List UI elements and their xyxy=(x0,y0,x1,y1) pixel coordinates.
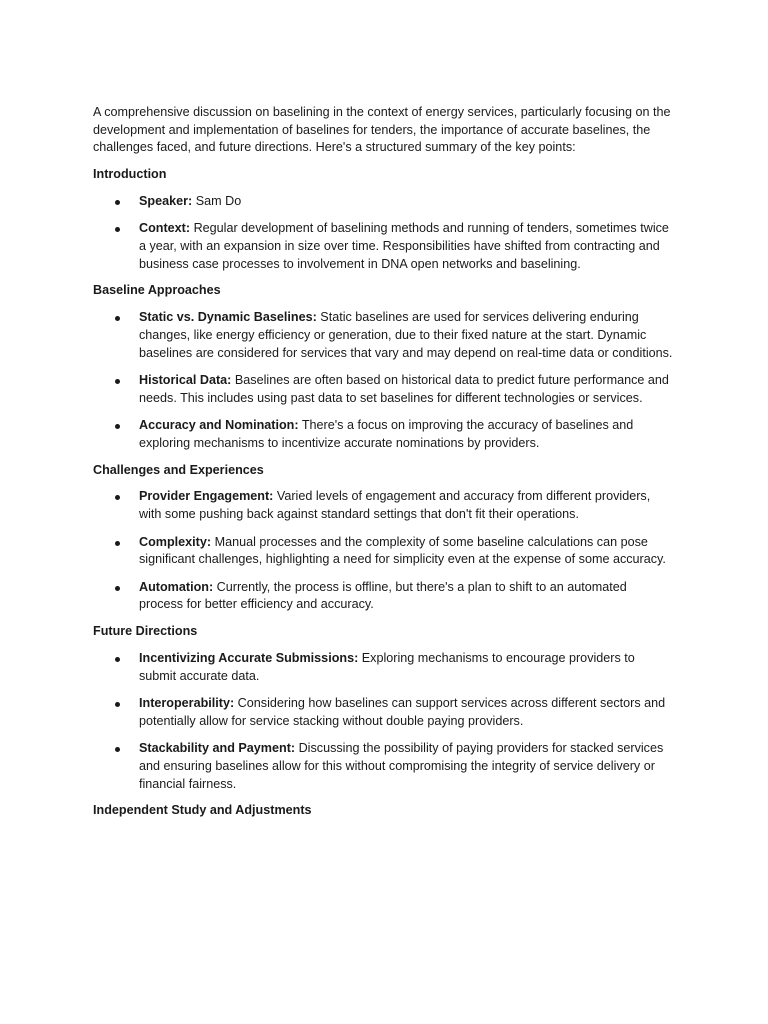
item-term: Provider Engagement: xyxy=(139,489,274,504)
list-item xyxy=(93,417,673,452)
list-item xyxy=(93,309,673,362)
intro-paragraph: A comprehensive discussion on baselining in the context of energy services, particularly focusing on the development and implementation of baselines for tenders, the importance of accurate baselines, the challenges faced, and future directions. Here's a structured summary of the key points: xyxy=(93,105,671,155)
document-page xyxy=(93,104,673,829)
item-term: Interoperability: xyxy=(139,696,235,711)
item-text: Manual processes and the complexity of some baseline calculations can pose significant challenges, highlighting a need for simplicity even at the expense of some accuracy. xyxy=(139,534,666,567)
list-item xyxy=(93,220,673,273)
bullet-icon xyxy=(115,200,120,205)
list-item xyxy=(93,579,673,614)
bullet-icon xyxy=(115,316,120,321)
item-term: Historical Data: xyxy=(139,373,232,388)
section-challenges xyxy=(93,462,673,615)
item-text: Discussing the possibility of paying providers for stacked services and ensuring baselines allow for this without compromising the integrity of service delivery or financial fairness. xyxy=(139,741,664,791)
bullet-icon xyxy=(115,495,120,500)
bullet-icon xyxy=(115,657,120,662)
section-heading: Future Directions xyxy=(93,624,198,639)
bullet-list xyxy=(93,488,673,614)
section-heading: Independent Study and Adjustments xyxy=(93,803,312,818)
item-term: Incentivizing Accurate Submissions: xyxy=(139,650,359,665)
item-text: Sam Do xyxy=(195,193,242,208)
section-baseline-approaches xyxy=(93,282,673,452)
bullet-icon xyxy=(115,541,120,546)
item-text: Static baselines are used for services delivering enduring changes, like energy efficiency or generation, due to their fixed nature at the start. Dynamic baselines are considered for services that vary and may depend on real-time data or conditions. xyxy=(139,310,673,360)
list-item xyxy=(93,372,673,407)
item-term: Complexity: xyxy=(139,534,212,549)
bullet-list xyxy=(93,650,673,794)
item-text: Baselines are often based on historical data to predict future performance and needs. This includes using past data to set baselines for different technologies or services. xyxy=(139,373,669,405)
bullet-icon xyxy=(115,586,120,591)
bullet-icon xyxy=(115,702,120,707)
item-term: Accuracy and Nomination: xyxy=(139,418,299,433)
list-item xyxy=(93,488,673,523)
item-term: Static vs. Dynamic Baselines: xyxy=(139,310,317,325)
item-text: Considering how baselines can support services across different sectors and potentially allow for service stacking without double paying providers. xyxy=(139,696,666,728)
item-text: Regular development of baselining methods and running of tenders, sometimes twice a year, with an expansion in size over time. Responsibilities have shifted from contracting and business case processes to involvement in DNA open networks and baselining. xyxy=(139,221,669,271)
bullet-icon xyxy=(115,379,120,384)
bullet-list xyxy=(93,193,673,274)
bullet-list xyxy=(93,309,673,453)
item-term: Stackability and Payment: xyxy=(139,741,296,756)
list-item xyxy=(93,650,673,685)
section-introduction xyxy=(93,166,673,273)
list-item xyxy=(93,534,673,569)
item-term: Automation: xyxy=(139,579,214,594)
bullet-icon xyxy=(115,747,120,752)
section-heading: Introduction xyxy=(93,167,167,182)
item-text: There's a focus on improving the accuracy of baselines and exploring mechanisms to incentivize accurate nominations by providers. xyxy=(139,418,634,450)
item-term: Context: xyxy=(139,221,191,236)
section-independent-study xyxy=(93,802,673,820)
bullet-icon xyxy=(115,227,120,232)
item-term: Speaker: xyxy=(139,193,193,208)
bullet-icon xyxy=(115,424,120,429)
section-heading: Baseline Approaches xyxy=(93,283,221,298)
section-heading: Challenges and Experiences xyxy=(93,462,264,477)
item-text: Varied levels of engagement and accuracy from different providers, with some pushing back against standard settings that don't fit their operations. xyxy=(139,489,651,522)
item-text: Exploring mechanisms to encourage providers to submit accurate data. xyxy=(139,650,635,683)
list-item xyxy=(93,193,673,211)
item-text: Currently, the process is offline, but there's a plan to shift to an automated process for better efficiency and accuracy. xyxy=(139,579,627,612)
list-item xyxy=(93,695,673,730)
section-future-directions xyxy=(93,623,673,793)
list-item xyxy=(93,740,673,793)
